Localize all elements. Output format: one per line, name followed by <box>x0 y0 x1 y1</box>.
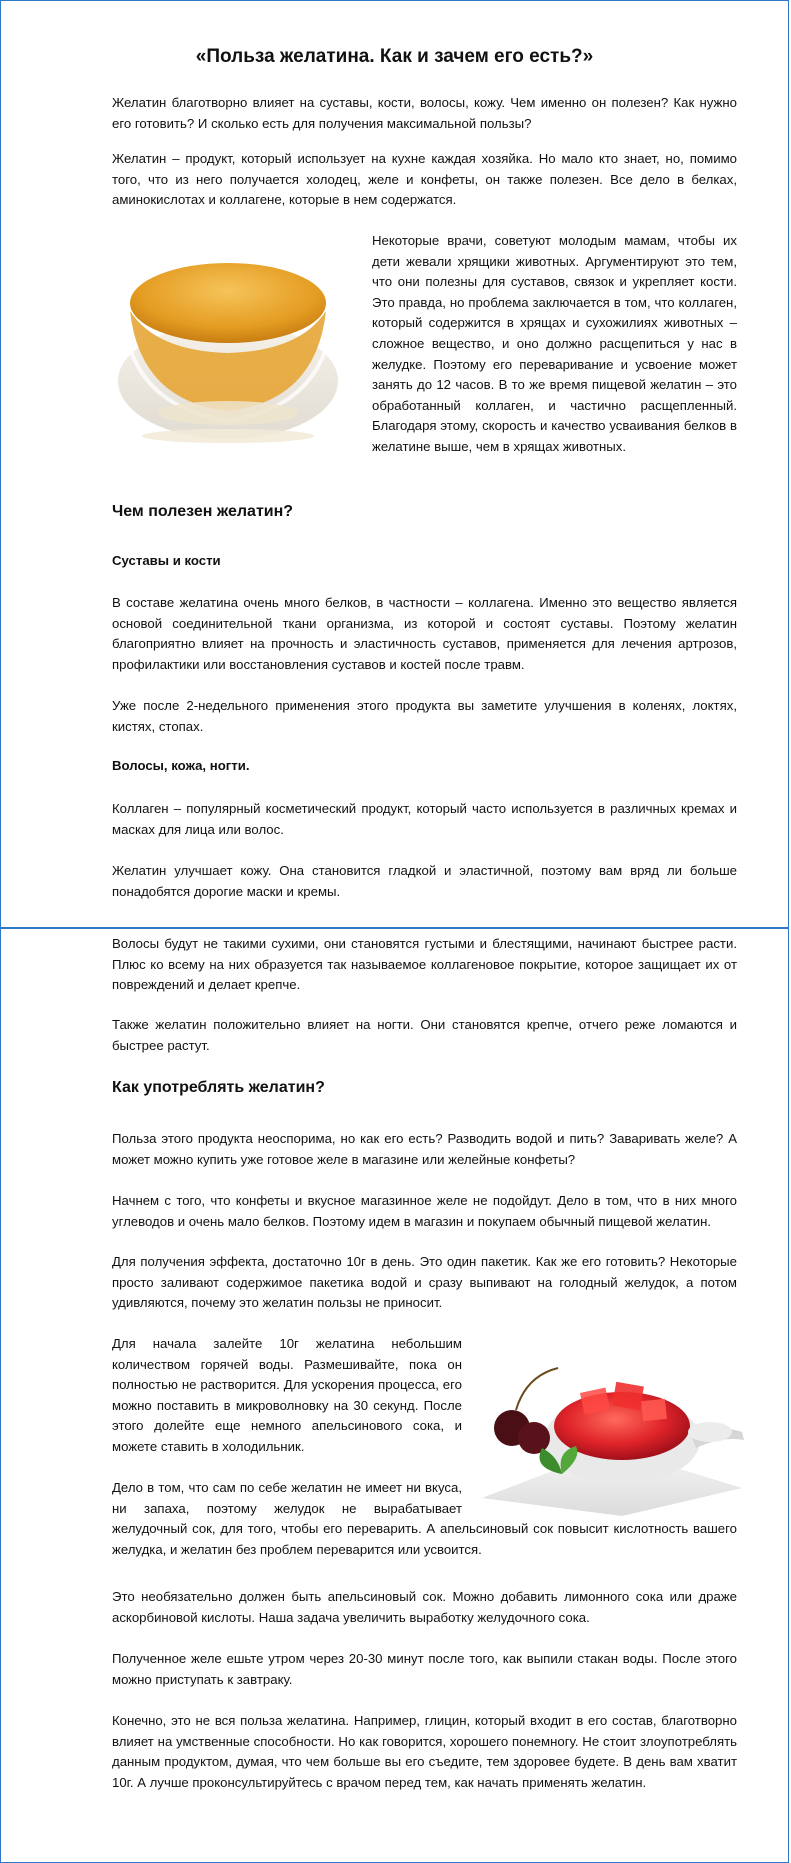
red-jelly-image <box>472 1328 747 1518</box>
recipe-block <box>112 1334 737 1561</box>
section-heading-usage: Как употреблять желатин? <box>112 1079 325 1096</box>
usage-paragraph-3: Для получения эффекта, достаточно 10г в день. Это один пакетик. Как же его готовить? Некоторые просто заливают содержимое пакетика водой и сразу выпивают на голодный желудок, а потом удивляются, почему это желатин пользы не приносит. <box>112 1254 737 1311</box>
page-title: «Польза желатина. Как и зачем его есть?» <box>195 45 594 67</box>
subheading-hair-skin-nails: Волосы, кожа, ногти. <box>112 758 250 773</box>
usage-paragraph-6: Это необязательно должен быть апельсиновый сок. Можно добавить лимонного сока или драже аскорбиновой кислоты. Наша задача увеличить выработку желудочного сока. <box>112 1589 737 1625</box>
gelatin-bowl-image <box>100 231 362 443</box>
joints-paragraph-1: В составе желатина очень много белков, в частности – коллагена. Именно это вещество является основой соединительной ткани организма, из которой и состоят суставы. Поэтому желатин благоприятно влияет на прочность и эластичность суставов, применяется для лечения артрозов, профилактики или восстановления суставов и костей после травм. <box>112 595 737 672</box>
usage-paragraph-8: Конечно, это не вся польза желатина. Например, глицин, который входит в его состав, благотворно влияет на умственные способности. Но как говорится, хорошего понемногу. Не стоит злоупотреблять данным продуктом, думая, что чем больше вы его съедите, тем здоровее будете. В день вам хватит 10г. А лучше проконсультируйтесь с врачом перед тем, как начать применять желатин. <box>112 1713 737 1790</box>
intro-paragraph-1: Желатин благотворно влияет на суставы, кости, волосы, кожу. Чем именно он полезен? Как нужно его готовить? И сколько есть для получения максимальной пользы? <box>112 95 737 131</box>
recipe-paragraph-1: Для начала залейте 10г желатина небольшим количеством горячей воды. Размешивайте, пока он полностью не растворится. Для ускорения процесса, его можно поставить в микроволновку на 30 секунд. После этого долейте еще немного апельсинового сока, и можете ставить в холодильник. <box>112 1336 462 1454</box>
hair-paragraph-3: Волосы будут не такими сухими, они становятся густыми и блестящими, начинают быстрее расти. Плюс ко всему на них образуется так называемое коллагеновое покрытие, которое защищает их от повреждений и делает крепче. <box>112 936 737 993</box>
hair-paragraph-2: Желатин улучшает кожу. Она становится гладкой и эластичной, поэтому вам вряд ли больше понадобятся дорогие маски и кремы. <box>112 863 737 899</box>
section-heading-benefits: Чем полезен желатин? <box>112 503 294 520</box>
joints-paragraph-2: Уже после 2-недельного применения этого продукта вы заметите улучшения в коленях, локтях, кистях, стопах. <box>112 698 737 734</box>
usage-paragraph-2: Начнем с того, что конфеты и вкусное магазинное желе не подойдут. Дело в том, что в них много углеводов и очень мало белков. Поэтому идем в магазин и покупаем обычный пищевой желатин. <box>112 1193 737 1229</box>
intro-paragraph-2: Желатин – продукт, который использует на кухне каждая хозяйка. Но мало кто знает, но, помимо того, что из него получается холодец, желе и конфеты, он также полезен. Все дело в белках, аминокислотах и коллагене, которые в нем содержатся. <box>112 151 737 208</box>
recipe-paragraph-2: Дело в том, что сам по себе желатин не имеет ни вкуса, ни запаха, поэтому желудок не вырабатывает желудочный сок, для того, чтобы его переварить. А апельсиновый сок повысит кислотность вашего желудка, и желатин без проблем переварится или усвоится. <box>112 1480 737 1557</box>
document-page-2 <box>0 928 789 1863</box>
doctors-paragraph: Некоторые врачи, советуют молодым мамам, чтобы их дети жевали хрящики животных. Аргументируют это тем, что они полезны для суставов, связок и укрепляет кости. Это правда, но проблема заключается в том, что коллаген, который содержится в хрящах и сухожилиях животных – сложное вещество, и оно должно расщепиться у нас в желудке. Поэтому его переваривание и усвоение может занять до 12 часов. В то же время пищевой желатин – это обработанный коллаген, и частично расщепленный. Благодаря этому, скорость и качество усваивания белков в желатине выше, чем в хрящах животных. <box>372 233 737 454</box>
nails-paragraph: Также желатин положительно влияет на ногти. Они становятся крепче, отчего реже ломаются и быстрее растут. <box>112 1017 737 1053</box>
usage-paragraph-1: Польза этого продукта неоспорима, но как его есть? Разводить водой и пить? Заваривать желе? А может можно купить уже готовое желе в магазине или желейные конфеты? <box>112 1131 737 1167</box>
hair-paragraph-1: Коллаген – популярный косметический продукт, который часто используется в различных кремах и масках для лица или волос. <box>112 801 737 837</box>
doctors-block <box>112 231 737 458</box>
subheading-joints: Суставы и кости <box>112 553 221 568</box>
document-page-1 <box>0 0 789 928</box>
usage-paragraph-7: Полученное желе ешьте утром через 20-30 минут после того, как выпили стакан воды. После этого можно приступать к завтраку. <box>112 1651 737 1687</box>
